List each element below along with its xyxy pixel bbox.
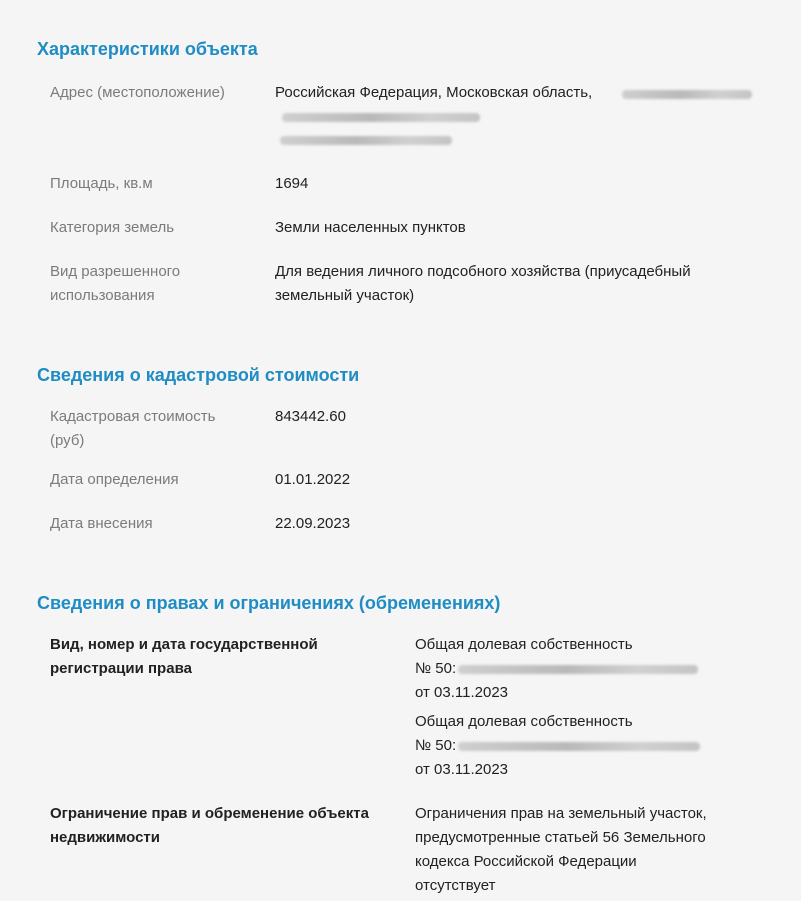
area-label: Площадь, кв.м [50, 175, 153, 192]
redacted-record-2-number [458, 742, 700, 751]
entry-date-value: 22.09.2023 [275, 515, 351, 532]
section-title-rights: Сведения о правах и ограничениях (обременениях) [37, 593, 501, 613]
address-value: Российская Федерация, Московская область, [275, 84, 593, 101]
redacted-address-part-3 [280, 136, 452, 145]
restriction-value-line4: отсутствует [415, 877, 496, 894]
cadastral-cost-label-line1: Кадастровая стоимость [50, 408, 216, 425]
address-label: Адрес (местоположение) [50, 84, 225, 101]
redacted-record-1-number [458, 665, 698, 674]
registration-record-1-number: № 50: [415, 660, 457, 677]
registration-record-1-date: от 03.11.2023 [415, 684, 509, 701]
section-title-cadastral: Сведения о кадастровой стоимости [37, 365, 360, 385]
permitted-use-label-line1: Вид разрешенного [50, 263, 181, 280]
redacted-address-part-2 [282, 113, 480, 122]
permitted-use-value-line2: земельный участок) [275, 287, 415, 304]
restriction-value-line1: Ограничения прав на земельный участок, [415, 805, 707, 822]
area-value: 1694 [275, 175, 309, 192]
registration-record-2-number: № 50: [415, 737, 457, 754]
entry-date-label: Дата внесения [50, 515, 153, 532]
cadastral-cost-label-line2: (руб) [50, 432, 85, 449]
restriction-label-line2: недвижимости [50, 829, 160, 846]
determination-date-value: 01.01.2022 [275, 471, 351, 488]
land-category-label: Категория земель [50, 219, 175, 236]
restriction-value-line2: предусмотренные статьей 56 Земельного [415, 829, 706, 846]
section-title-characteristics: Характеристики объекта [37, 39, 258, 59]
registration-label-line2: регистрации права [50, 660, 192, 677]
permitted-use-value-line1: Для ведения личного подсобного хозяйства (приусадебный [275, 263, 691, 280]
registration-label-line1: Вид, номер и дата государственной [50, 636, 318, 653]
registration-record-2-date: от 03.11.2023 [415, 761, 509, 778]
determination-date-label: Дата определения [50, 471, 179, 488]
cadastral-cost-value: 843442.60 [275, 408, 346, 425]
permitted-use-label-line2: использования [50, 287, 155, 304]
restriction-label-line1: Ограничение прав и обременение объекта [50, 805, 369, 822]
restriction-value-line3: кодекса Российской Федерации [415, 853, 637, 870]
redacted-address-part-1 [622, 90, 752, 99]
registration-record-1-type: Общая долевая собственность [415, 636, 633, 653]
registration-record-2-type: Общая долевая собственность [415, 713, 633, 730]
land-category-value: Земли населенных пунктов [275, 219, 466, 236]
